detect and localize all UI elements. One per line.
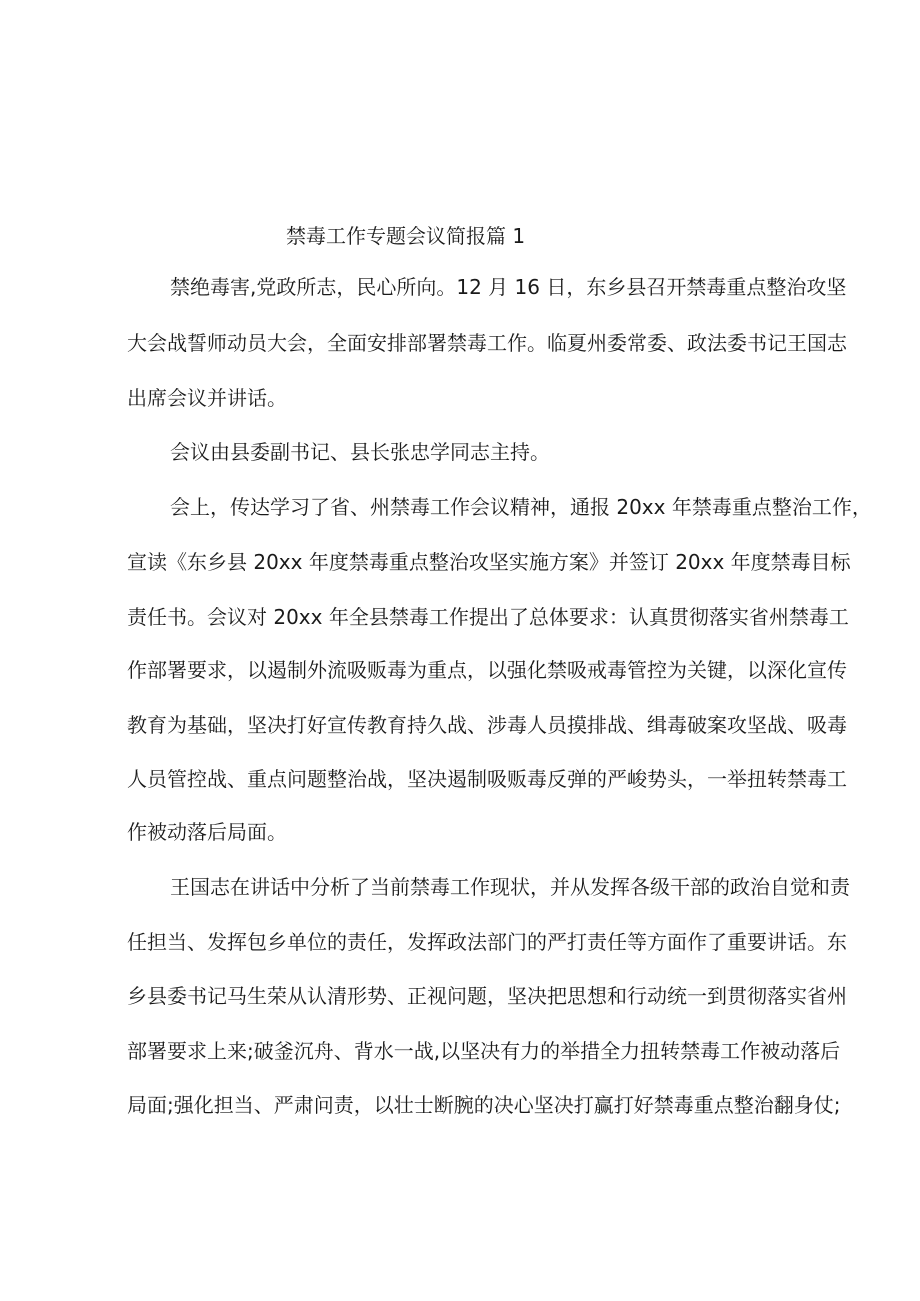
paragraph-line: 作部署要求，以遏制外流吸贩毒为重点，以强化禁吸戒毒管控为关键，以深化宣传 <box>127 658 847 682</box>
paragraph-line: 会上，传达学习了省、州禁毒工作会议精神，通报 20xx 年禁毒重点整治工作， <box>170 495 872 519</box>
paragraph-line: 会议由县委副书记、县长张忠学同志主持。 <box>170 440 550 464</box>
paragraph-line: 禁绝毒害,党政所志，民心所向。12 月 16 日，东乡县召开禁毒重点整治攻坚 <box>170 275 847 299</box>
paragraph-line: 教育为基础，坚决打好宣传教育持久战、涉毒人员摸排战、缉毒破案攻坚战、吸毒 <box>127 713 847 737</box>
paragraph-line: 局面;强化担当、严肃问责，以壮士断腕的决心坚决打赢打好禁毒重点整治翻身仗; <box>127 1093 841 1117</box>
paragraph-line: 部署要求上来;破釜沉舟、背水一战,以坚决有力的举措全力扭转禁毒工作被动落后 <box>127 1039 841 1063</box>
paragraph-line: 王国志在讲话中分析了当前禁毒工作现状，并从发挥各级干部的政治自觉和责 <box>170 875 850 899</box>
paragraph-line: 乡县委书记马生荣从认清形势、正视问题，坚决把思想和行动统一到贯彻落实省州 <box>127 984 847 1008</box>
paragraph-line: 出席会议并讲话。 <box>127 386 287 410</box>
document-title: 禁毒工作专题会议简报篇 1 <box>286 224 526 248</box>
paragraph-line: 任担当、发挥包乡单位的责任，发挥政法部门的严打责任等方面作了重要讲话。东 <box>127 930 847 954</box>
paragraph-line: 大会战誓师动员大会，全面安排部署禁毒工作。临夏州委常委、政法委书记王国志 <box>127 331 847 355</box>
paragraph-line: 责任书。会议对 20xx 年全县禁毒工作提出了总体要求：认真贯彻落实省州禁毒工 <box>127 605 849 629</box>
paragraph-line: 人员管控战、重点问题整治战，坚决遏制吸贩毒反弹的严峻势头，一举扭转禁毒工 <box>127 767 847 791</box>
paragraph-line: 宣读《东乡县 20xx 年度禁毒重点整治攻坚实施方案》并签订 20xx 年度禁毒目标 <box>127 550 851 574</box>
paragraph-line: 作被动落后局面。 <box>127 820 287 844</box>
